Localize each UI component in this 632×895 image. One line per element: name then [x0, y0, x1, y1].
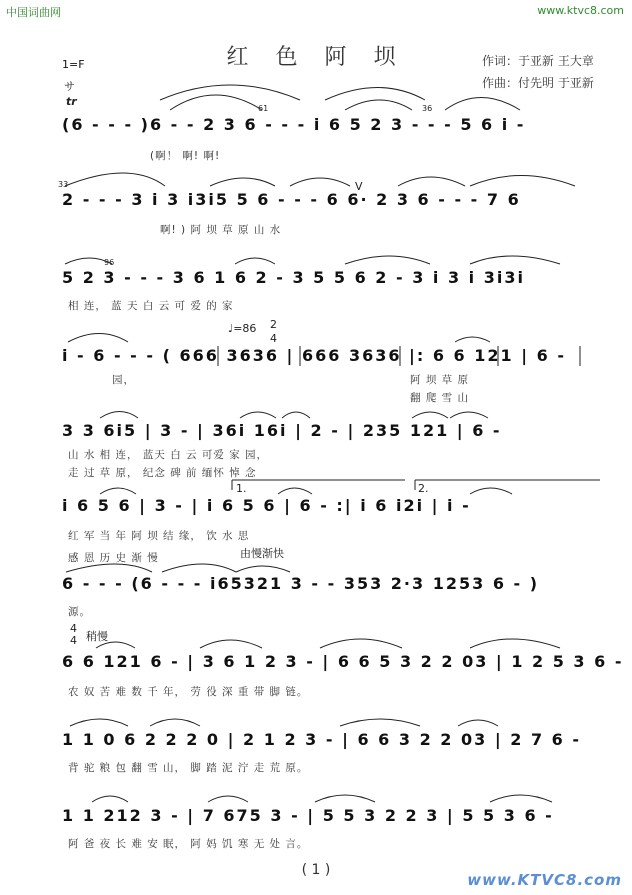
- slur-arc: [325, 88, 425, 101]
- slur-arc: [100, 488, 136, 494]
- lyric-line-1: (啊！ 啊! 啊!: [150, 150, 221, 162]
- lyric-line-5a: 山 水 相 连， 蓝天 白 云 可爱 家 园，: [68, 449, 269, 461]
- free-tempo-mark: サ: [64, 80, 75, 93]
- slur-arc: [290, 178, 350, 186]
- notation-line-7: 6 - - - (6 - - - i65321 3 - - 353 2·3 1253 6 - ): [62, 574, 540, 593]
- slur-arc: [340, 719, 420, 726]
- lyric-line-4a: 园，: [112, 374, 135, 386]
- slur-arc: [240, 412, 276, 418]
- time-sig2-numerator: 4: [70, 622, 77, 635]
- slur-arc: [100, 412, 138, 419]
- notation-line-3: 5 2 3 - - - 3 6 1 6 2 - 3 5 5 6 2 - 3 i 3 i 3i3i: [62, 268, 525, 287]
- lyric-line-4b: 阿 坝 草 原: [410, 374, 470, 386]
- lyric-line-5b: 走 过 草 原， 纪念 碑 前 缅怀 悼 念: [68, 467, 257, 479]
- slur-arc: [68, 334, 128, 343]
- slur-arc: [160, 85, 300, 100]
- slur-arc: [470, 176, 575, 187]
- slur-arc: [490, 795, 552, 802]
- lyric-line-6b: 感 恩 历 史 渐 慢: [68, 552, 159, 564]
- lyric-line-8: 农 奴 苦 难 数 千 年， 劳 役 深 重 带 脚 链。: [68, 686, 309, 698]
- slur-arc: [210, 178, 275, 186]
- breath-mark: V: [355, 180, 363, 193]
- key-signature: 1=F: [62, 58, 85, 71]
- slur-arc: [315, 795, 375, 802]
- notation-line-4: i - 6 - - - ( 666 3636 | 666 3636 |: 6 6 121 | 6 -: [62, 346, 566, 365]
- slur-arc: [470, 488, 512, 494]
- slur-arc: [162, 564, 236, 572]
- trill-mark: tr: [66, 95, 77, 108]
- grace-note: 36: [422, 104, 433, 113]
- volta-1: 1.: [236, 482, 247, 495]
- slur-arc: [345, 100, 412, 110]
- slur-arc: [455, 337, 490, 342]
- slower-mark: 稍慢: [86, 630, 108, 643]
- slur-arc: [236, 566, 290, 572]
- lyric-line-2: 啊! ) 阿 坝 草 原 山 水: [160, 224, 282, 236]
- slur-arc: [470, 256, 560, 264]
- lyric-line-4c: 翻 爬 雪 山: [410, 392, 470, 404]
- time-sig-denominator: 4: [270, 332, 277, 345]
- notation-line-1: (6 - - - )6 - - 2 3 6 - - - i 6 5 2 3 - - - 5 6 i -: [62, 115, 526, 134]
- lyricist-credit: 作词：于亚新 王大章: [482, 54, 594, 68]
- slur-arc: [412, 412, 448, 418]
- slur-arc: [150, 719, 200, 726]
- accelerando-mark: 由慢渐快: [240, 547, 284, 560]
- grace-note: 96: [104, 258, 115, 267]
- lyric-line-7: 源。: [68, 606, 91, 618]
- slur-arc: [450, 412, 488, 418]
- tempo-mark: ♩=86: [228, 322, 257, 335]
- page-number: ( 1 ): [301, 862, 331, 878]
- slur-arc: [65, 173, 165, 186]
- notation-line-6: i 6 5 6 | 3 - | i 6 5 6 | 6 - :| i 6 i2i | i -: [62, 496, 471, 515]
- notation-line-5: 3 3 6i5 | 3 - | 36i 16i | 2 - | 235 121 | 6 -: [62, 421, 502, 440]
- grace-note: 61: [258, 104, 269, 113]
- site-url-right[interactable]: www.ktvc8.com: [537, 4, 624, 17]
- slur-arc: [66, 564, 152, 572]
- lyric-line-9: 背 驼 粮 包 翻 雪 山， 脚 踏 泥 泞 走 荒 原。: [68, 762, 309, 774]
- volta-2: 2.: [418, 482, 429, 495]
- slur-arc: [208, 796, 248, 802]
- slur-arc: [92, 796, 128, 802]
- slur-arc: [320, 639, 402, 648]
- composer-credit: 作曲：付先明 于亚新: [482, 76, 594, 90]
- slur-arc: [70, 719, 128, 726]
- slur-arc: [200, 640, 262, 648]
- slur-arc: [96, 642, 135, 648]
- slur-arc: [235, 258, 275, 264]
- slur-arc: [470, 639, 560, 648]
- time-sig2-denominator: 4: [70, 634, 77, 647]
- notation-line-8: 6 6 121 6 - | 3 6 1 2 3 - | 6 6 5 3 2 2 03 | 1 2 5 3 6 -: [62, 652, 624, 671]
- lyric-line-6a: 红 军 当 年 阿 坝 结 缘， 饮 水 思: [68, 530, 250, 542]
- lyric-line-3: 相 连， 蓝 天 白 云 可 爱 的 家: [68, 300, 234, 312]
- grace-note: 33: [58, 180, 69, 189]
- slur-arc: [345, 256, 430, 264]
- slur-arc: [398, 177, 465, 186]
- slur-arc: [278, 488, 312, 494]
- site-name-left[interactable]: 中国词曲网: [6, 6, 61, 19]
- slur-arc: [65, 258, 112, 264]
- song-title: 红 色 阿 坝: [226, 45, 406, 70]
- slur-arc: [445, 98, 520, 111]
- lyric-line-10: 阿 爸 夜 长 难 安 眠， 阿 妈 饥 寒 无 处 言。: [68, 838, 309, 850]
- notation-line-9: 1 1 0 6 2 2 2 0 | 2 1 2 3 - | 6 6 3 2 2 03 | 2 7 6 -: [62, 730, 581, 749]
- time-sig-numerator: 2: [270, 318, 277, 331]
- slur-arc: [170, 95, 262, 110]
- slur-arc: [282, 412, 310, 418]
- slur-arc: [458, 720, 498, 726]
- notation-line-10: 1 1 212 3 - | 7 675 3 - | 5 5 3 2 2 3 | 5 5 3 6 -: [62, 806, 554, 825]
- watermark-logo: www.KTVC8.com: [467, 871, 622, 889]
- notation-line-2: 2 - - - 3 i 3 i3i5 5 6 - - - 6 6· 2 3 6 - - - 7 6: [62, 190, 521, 209]
